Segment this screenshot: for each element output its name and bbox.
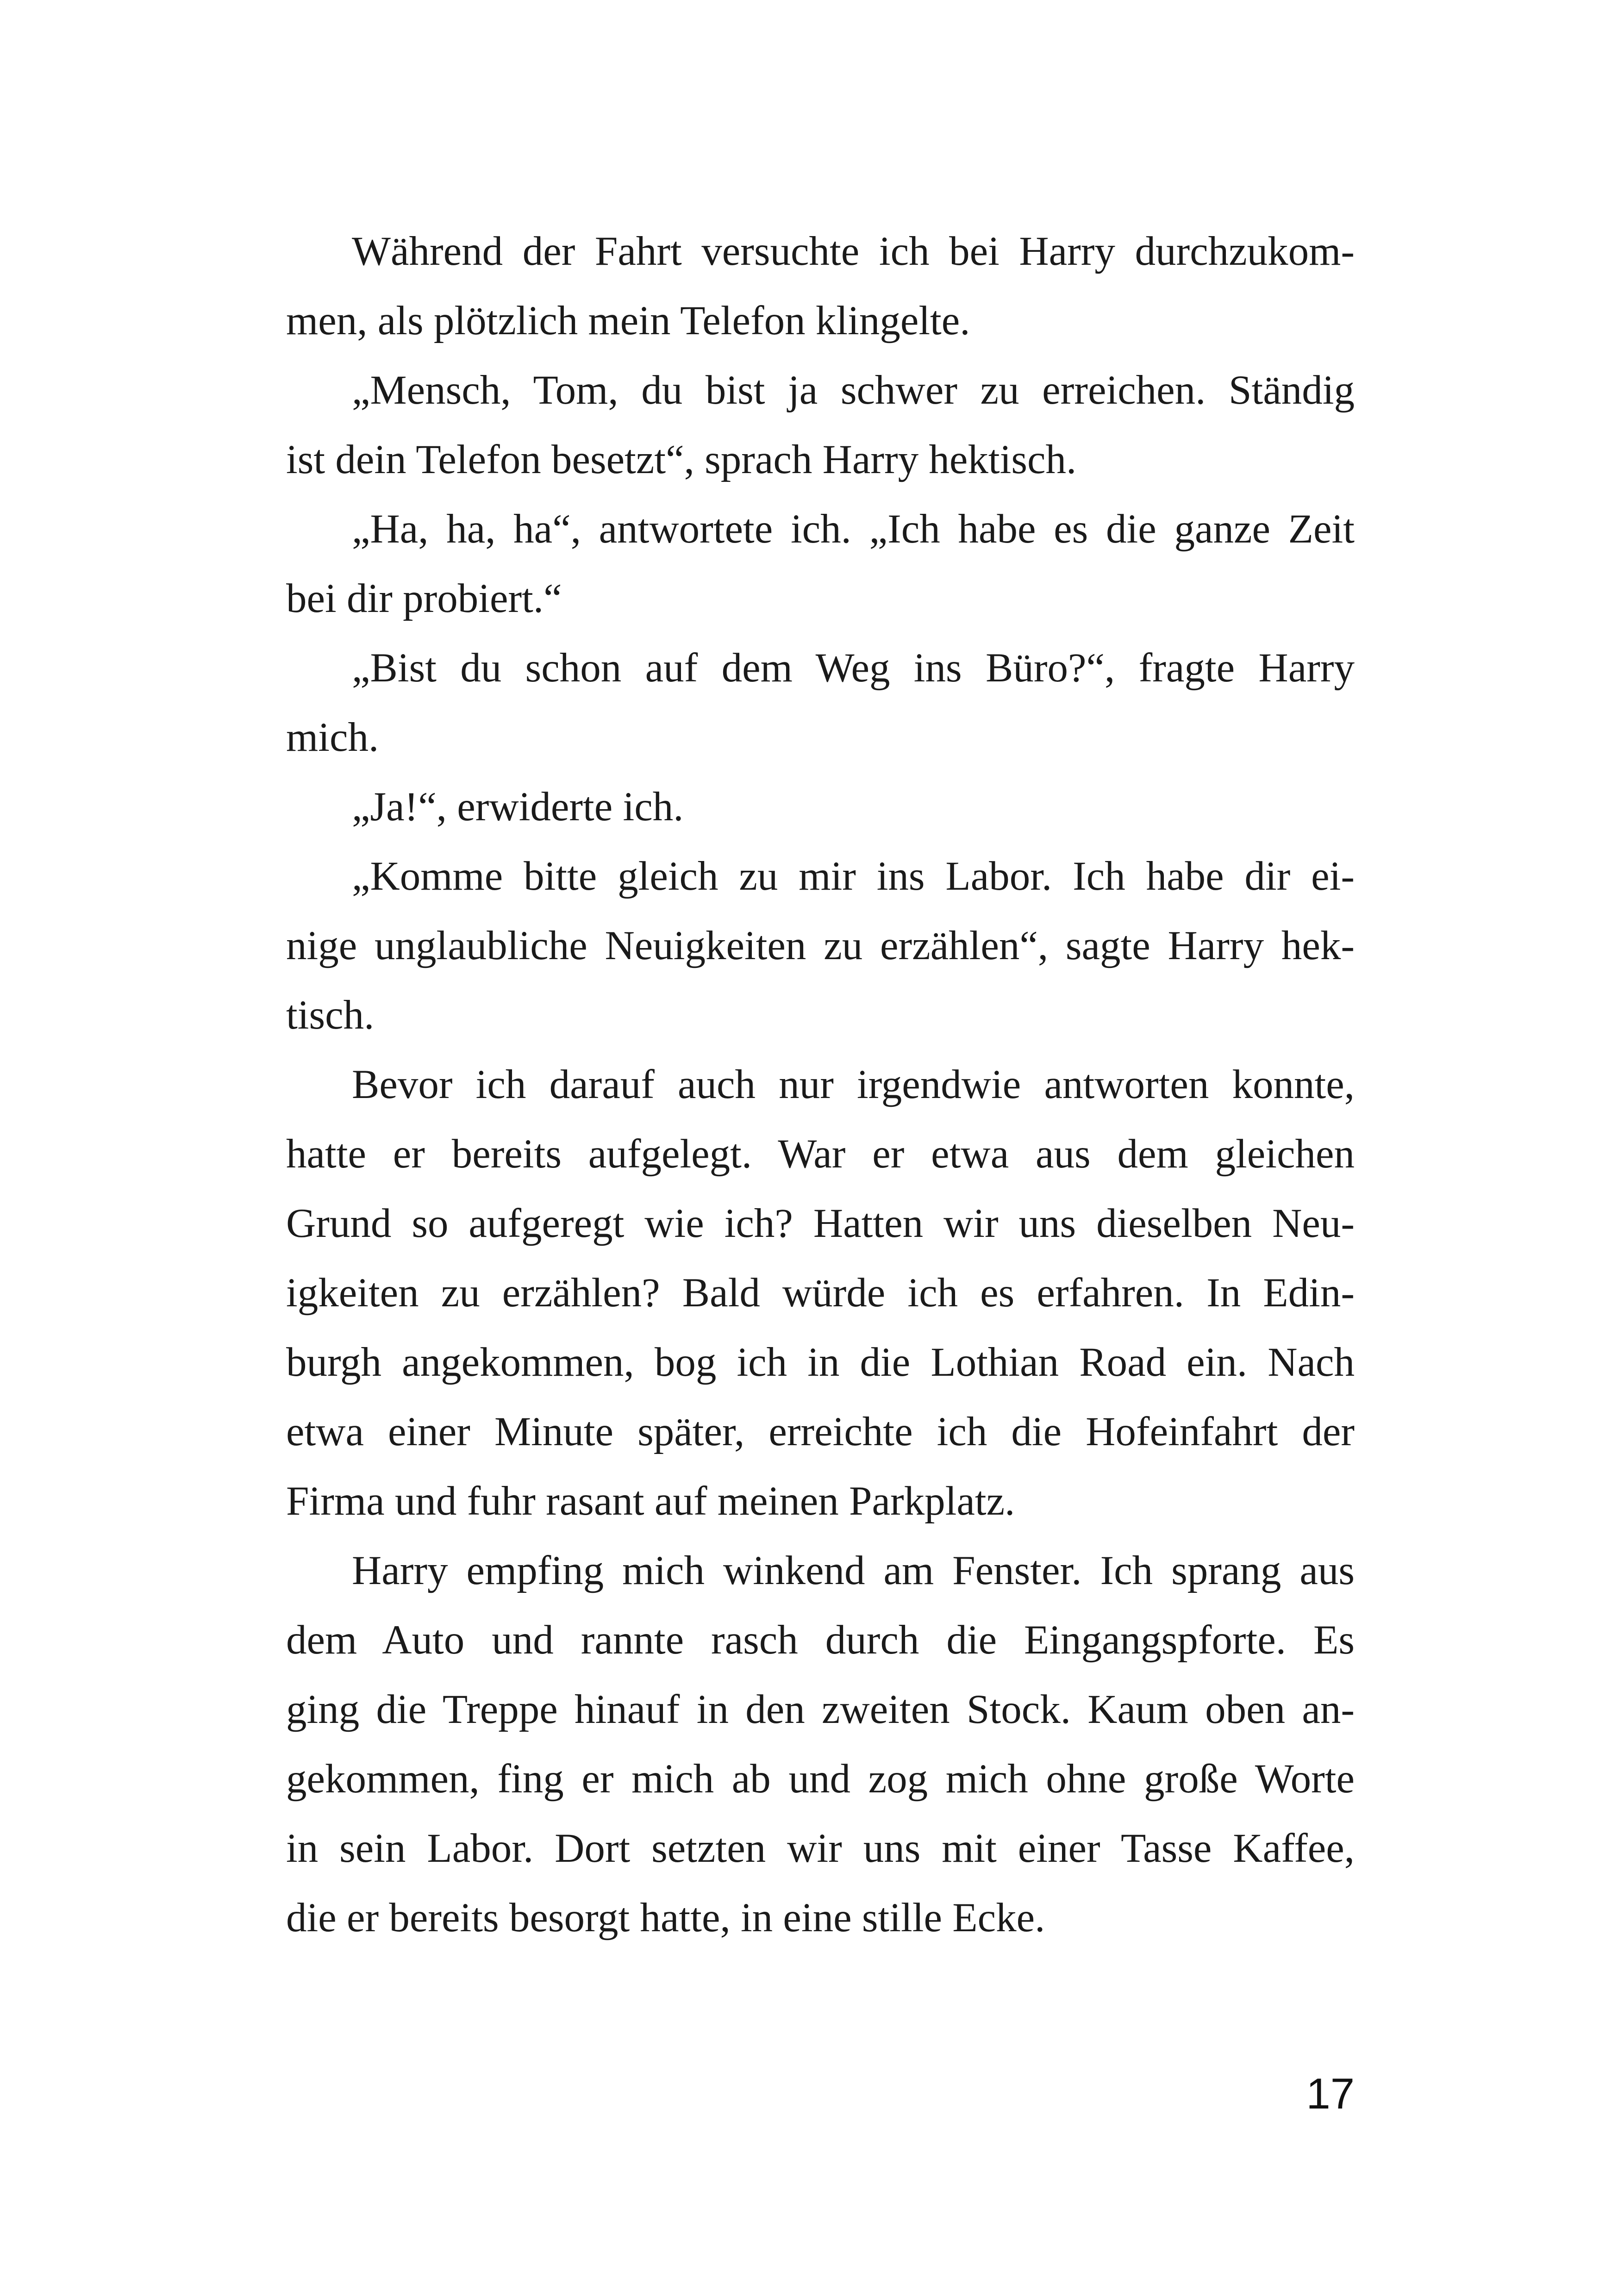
text-line: nige unglaubliche Neuigkeiten zu erzählen“, sagte Harry hek-	[286, 923, 1355, 968]
text-line: ist dein Telefon besetzt“, sprach Harry hektisch.	[286, 437, 1077, 482]
text-line: etwa einer Minute später, erreichte ich die Hofeinfahrt der	[286, 1409, 1355, 1454]
text-line: „Mensch, Tom, du bist ja schwer zu erreichen. Ständig	[352, 368, 1355, 413]
text-line: burgh angekommen, bog ich in die Lothian Road ein. Nach	[286, 1340, 1355, 1385]
body-text	[286, 217, 1355, 1953]
text-line: dem Auto und rannte rasch durch die Eingangspforte. Es	[286, 1617, 1355, 1663]
paragraph-8	[286, 1536, 1355, 1953]
text-line: Harry empfing mich winkend am Fenster. Ich sprang aus	[352, 1548, 1355, 1593]
paragraph-5	[286, 772, 1355, 842]
paragraph-7	[286, 1050, 1355, 1536]
text-line: tisch.	[286, 992, 375, 1038]
page-number: 17	[1306, 2069, 1355, 2118]
text-line: men, als plötzlich mein Telefon klingelte.	[286, 298, 970, 343]
text-line: „Bist du schon auf dem Weg ins Büro?“, fragte Harry	[352, 645, 1355, 691]
text-line: Grund so aufgeregt wie ich? Hatten wir uns dieselben Neu-	[286, 1201, 1355, 1246]
text-line: igkeiten zu erzählen? Bald würde ich es erfahren. In Edin-	[286, 1270, 1355, 1316]
text-line: gekommen, fing er mich ab und zog mich ohne große Worte	[286, 1756, 1355, 1802]
paragraph-3	[286, 494, 1355, 633]
text-line: „Komme bitte gleich zu mir ins Labor. Ich habe dir ei-	[352, 854, 1355, 899]
text-line: „Ja!“, erwiderte ich.	[352, 784, 684, 830]
text-line: in sein Labor. Dort setzten wir uns mit einer Tasse Kaffee,	[286, 1826, 1355, 1871]
text-line: Firma und fuhr rasant auf meinen Parkplatz.	[286, 1479, 1015, 1524]
text-line: bei dir probiert.“	[286, 576, 562, 621]
text-line: Während der Fahrt versuchte ich bei Harry durchzukom-	[352, 229, 1355, 274]
paragraph-6	[286, 842, 1355, 1050]
text-line: die er bereits besorgt hatte, in eine stille Ecke.	[286, 1895, 1045, 1940]
text-line: hatte er bereits aufgelegt. War er etwa aus dem gleichen	[286, 1131, 1355, 1177]
paragraph-4	[286, 633, 1355, 772]
paragraph-1	[286, 217, 1355, 356]
text-line: mich.	[286, 715, 379, 760]
text-line: Bevor ich darauf auch nur irgendwie antworten konnte,	[352, 1062, 1355, 1107]
text-line: „Ha, ha, ha“, antwortete ich. „Ich habe es die ganze Zeit	[352, 506, 1355, 552]
text-line: ging die Treppe hinauf in den zweiten Stock. Kaum oben an-	[286, 1687, 1355, 1732]
paragraph-2	[286, 356, 1355, 494]
